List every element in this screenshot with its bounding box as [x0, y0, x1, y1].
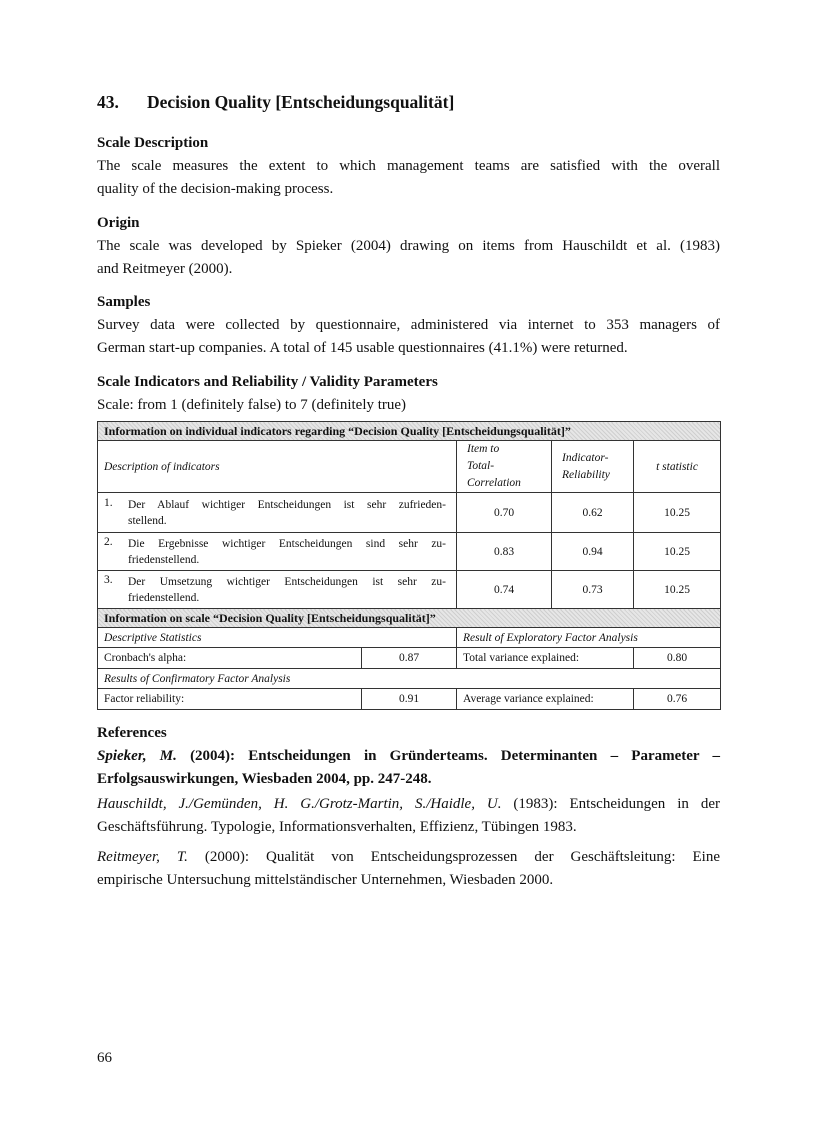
- table-subheader-row: [98, 628, 721, 648]
- tve-value: 0.80: [634, 648, 721, 669]
- samples-text: Survey data were collected by questionnaire, administered via internet to 353 managers of German start-up companies. A total of 145 usable questionnaires (41.1%) were returned.: [97, 317, 720, 356]
- page-title: [97, 92, 454, 113]
- scale-note: Scale: from 1 (definitely false) to 7 (definitely true): [97, 397, 407, 413]
- tve-label: Total variance explained:: [457, 648, 634, 669]
- origin-text: The scale was developed by Spieker (2004) drawing on items from Hauschildt et al. (1983) and Reitmeyer (2000).: [97, 238, 720, 277]
- reference-1: Spieker, M. (2004): Entscheidungen in Gründerteams. Determinanten – Parameter – Erfolgsauswirkungen, Wiesbaden 2004, pp. 247-248.: [97, 748, 720, 787]
- col-indicator-reliability: Indicator- Reliability: [552, 441, 634, 493]
- cronbach-label: Cronbach's alpha:: [98, 648, 362, 669]
- descriptive-statistics-label: Descriptive Statistics: [98, 628, 457, 648]
- col-t-statistic: t statistic: [634, 441, 721, 493]
- efa-label: Result of Exploratory Factor Analysis: [457, 628, 721, 648]
- indicators-title: Scale Indicators and Reliability / Validity Parameters: [97, 374, 438, 390]
- origin-title: Origin: [97, 215, 140, 231]
- reference-3: Reitmeyer, T. (2000): Qualität von Entscheidungsprozessen der Geschäftsleitung: Eine empirische Untersuchung mittelständischer Unternehmen, Wiesbaden 2000.: [97, 849, 720, 888]
- section-title: Decision Quality [Entscheidungsqualität]: [147, 92, 455, 112]
- reference-2: Hauschildt, J./Gemünden, H. G./Grotz-Martin, S./Haidle, U. (1983): Entscheidungen in der Geschäftsführung. Typologie, Informationsverhalten, Effizienz, Tübingen 1983.: [97, 796, 720, 835]
- table-subheader-row: [98, 669, 721, 689]
- table-row: [98, 689, 721, 710]
- cfa-label: Results of Confirmatory Factor Analysis: [98, 669, 721, 689]
- scale-description-title: Scale Description: [97, 135, 209, 151]
- table-row: [98, 648, 721, 669]
- samples-title: Samples: [97, 294, 151, 310]
- scale-description-text: The scale measures the extent to which management teams are satisfied with the overall quality of the decision-making process.: [97, 158, 720, 197]
- col-description: Description of indicators: [98, 441, 457, 493]
- page-number: 66: [97, 1050, 112, 1066]
- factor-reliability-label: Factor reliability:: [98, 689, 362, 710]
- indicators-table: [97, 421, 721, 710]
- table-row: 2. Die Ergebnisse wichtiger Entscheidungen sind sehr zu- friedenstellend. 0.83 0.94 10.25: [98, 533, 721, 571]
- table-row: 3. Der Umsetzung wichtiger Entscheidungen ist sehr zu- friedenstellend. 0.74 0.73 10.25: [98, 571, 721, 609]
- factor-reliability-value: 0.91: [362, 689, 457, 710]
- section-number: 43.: [97, 92, 119, 112]
- table-header-individual: Information on individual indicators regarding “Decision Quality [Entscheidungsqualität]”: [98, 422, 721, 441]
- col-item-to-total: Item to Total- Correlation: [457, 441, 552, 493]
- ave-value: 0.76: [634, 689, 721, 710]
- references-title: References: [97, 725, 167, 741]
- table-column-headers: [98, 441, 721, 493]
- table-row: 1. Der Ablauf wichtiger Entscheidungen ist sehr zufrieden- stellend. 0.70 0.62 10.25: [98, 493, 721, 533]
- table-header-scale: Information on scale “Decision Quality [Entscheidungsqualität]”: [98, 609, 721, 628]
- cronbach-value: 0.87: [362, 648, 457, 669]
- ave-label: Average variance explained:: [457, 689, 634, 710]
